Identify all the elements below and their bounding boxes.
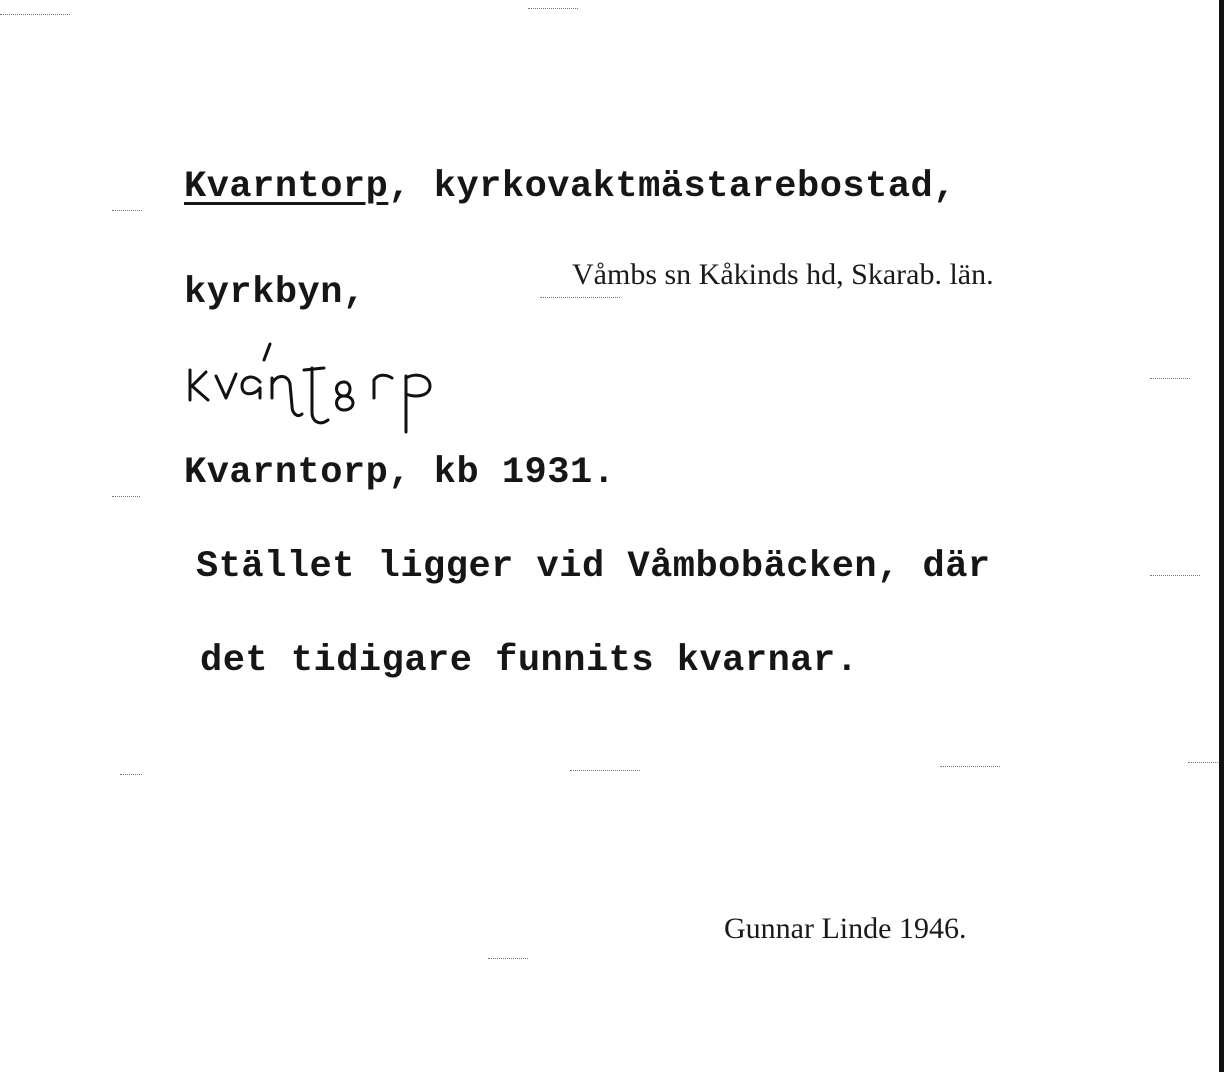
scan-speck	[112, 496, 140, 497]
record-line: Kvarntorp, kb 1931.	[184, 452, 616, 494]
scan-speck	[120, 774, 142, 775]
heading-description: , kyrkovaktmästarebostad,	[388, 166, 956, 208]
note-line-1: Stället ligger vid Våmbobäcken, där	[196, 546, 991, 588]
village-line: kyrkbyn,	[184, 272, 366, 314]
scan-speck	[940, 766, 1000, 767]
heading-line	[184, 166, 956, 208]
place-name: Kvarntorp	[184, 166, 389, 208]
note-line-2: det tidigare funnits kvarnar.	[200, 640, 859, 682]
scan-speck	[528, 8, 578, 9]
scan-speck	[540, 297, 620, 298]
handwritten-pronunciation	[184, 340, 484, 440]
scan-speck	[488, 958, 528, 959]
scan-speck	[570, 770, 640, 771]
card-edge-line	[1219, 0, 1224, 1072]
signature-stamp: Gunnar Linde 1946.	[724, 912, 967, 945]
location-stamp: Våmbs sn Kåkinds hd, Skarab. län.	[572, 258, 994, 291]
scan-speck	[112, 210, 142, 211]
scan-speck	[1188, 762, 1218, 763]
scan-speck	[1150, 378, 1190, 379]
scan-speck	[0, 14, 70, 15]
scan-speck	[1150, 575, 1200, 576]
handwritten-pronunciation-text: kvántɤrp	[184, 340, 188, 341]
